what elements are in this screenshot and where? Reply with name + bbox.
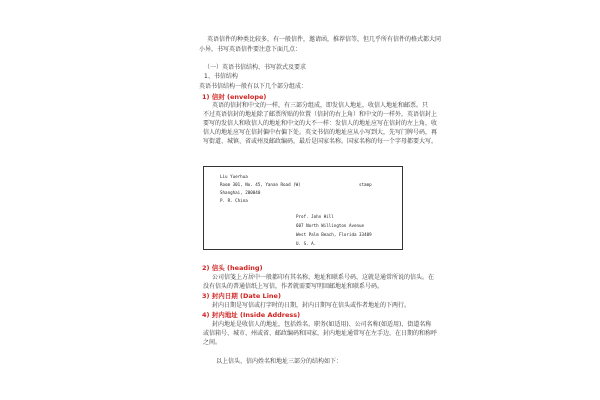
section-subheading: 1、书信结构 [204, 73, 238, 80]
envelope-para-line: 不过英语信封的地址除了邮票所贴的位置（信封的右上角）和中文的一样外，英语信封上 [203, 111, 438, 118]
inside-address-para-line: 封内地址是收信人的地址，包括姓名、职务(如适用)、公司名称(如适用)、街道名称 [212, 321, 432, 328]
dateline-title: 3) 封内日期 (Date Line) [202, 292, 281, 300]
envelope-para-line: 信人的地址应写在信封偏中右偏下处。英文书信的地址应从小写到大，先写门牌号码，再 [203, 129, 438, 136]
stamp-label: stamp [359, 182, 372, 187]
heading-para-line: 公司信笺上方居中一般都印有其名称、地址和联系号码，这就是通常所说的信头。在 [212, 274, 435, 281]
recipient-country: U. S. A. [296, 241, 317, 246]
sender-name: Liu Yuerhua [220, 174, 248, 179]
envelope-title: 1) 信封 (envelope) [202, 93, 267, 101]
dateline-para-line: 封内日期是写信或打字时的日期，封内日期写在信头或作者地址的下两行。 [212, 302, 411, 309]
heading-para-line: 没有信头的普通信纸上写信，作者就需要写明回邮地址和联系号码。 [203, 283, 384, 290]
envelope-para-line: 写街道、城镇、省或州及邮政编码，最后是国家名称。国家名称的每一个字母都要大写。 [203, 138, 438, 145]
inside-address-para-line: 之间。 [203, 339, 222, 346]
heading-title: 2) 信头 (heading) [202, 264, 263, 272]
envelope-sample-box [203, 166, 403, 250]
sender-country: P. R. China [220, 198, 248, 203]
recipient-street: 607 North Willington Avenue [296, 223, 365, 228]
envelope-para-line: 英语的信封和中文的一样，有三部分组成，即发信人地址，收信人地址和邮票。只 [212, 102, 429, 109]
recipient-name: Prof. John Hill [296, 214, 334, 219]
inside-address-para-line: 或信箱号、城市、州或省、邮政编码和国家，封内地址通常写在左手边，在日期的和称呼 [203, 330, 438, 337]
section-description: 英语书信结构一般有以下几个部分组成： [199, 83, 308, 90]
envelope-para-line: 要写的发信人和收信人的地址和中文的大不一样：发信人的地址应写在信封的左上角，收 [203, 120, 438, 127]
closing-line: 以上信头、信内姓名和地址三部分的结构如下： [216, 358, 343, 365]
section-heading: （一）英语书信结构、书写款式及要求 [204, 64, 307, 71]
recipient-city: West Palm Beach, Florida 33409 [296, 232, 372, 237]
sender-address-line: Room 301, No. 45, Yanan Road (W) [220, 182, 301, 187]
inside-address-title: 4) 封内地址 (Inside Address) [202, 311, 301, 319]
intro-line-1: 英语信件的种类比较多，有一般信件，邀请函，推荐信等，但几乎所有信件的格式都大同 [207, 36, 442, 43]
intro-line-2: 小异，书写英语信件要注意下面几点： [199, 46, 302, 53]
sender-city: Shanghai, 200040 [220, 190, 261, 195]
